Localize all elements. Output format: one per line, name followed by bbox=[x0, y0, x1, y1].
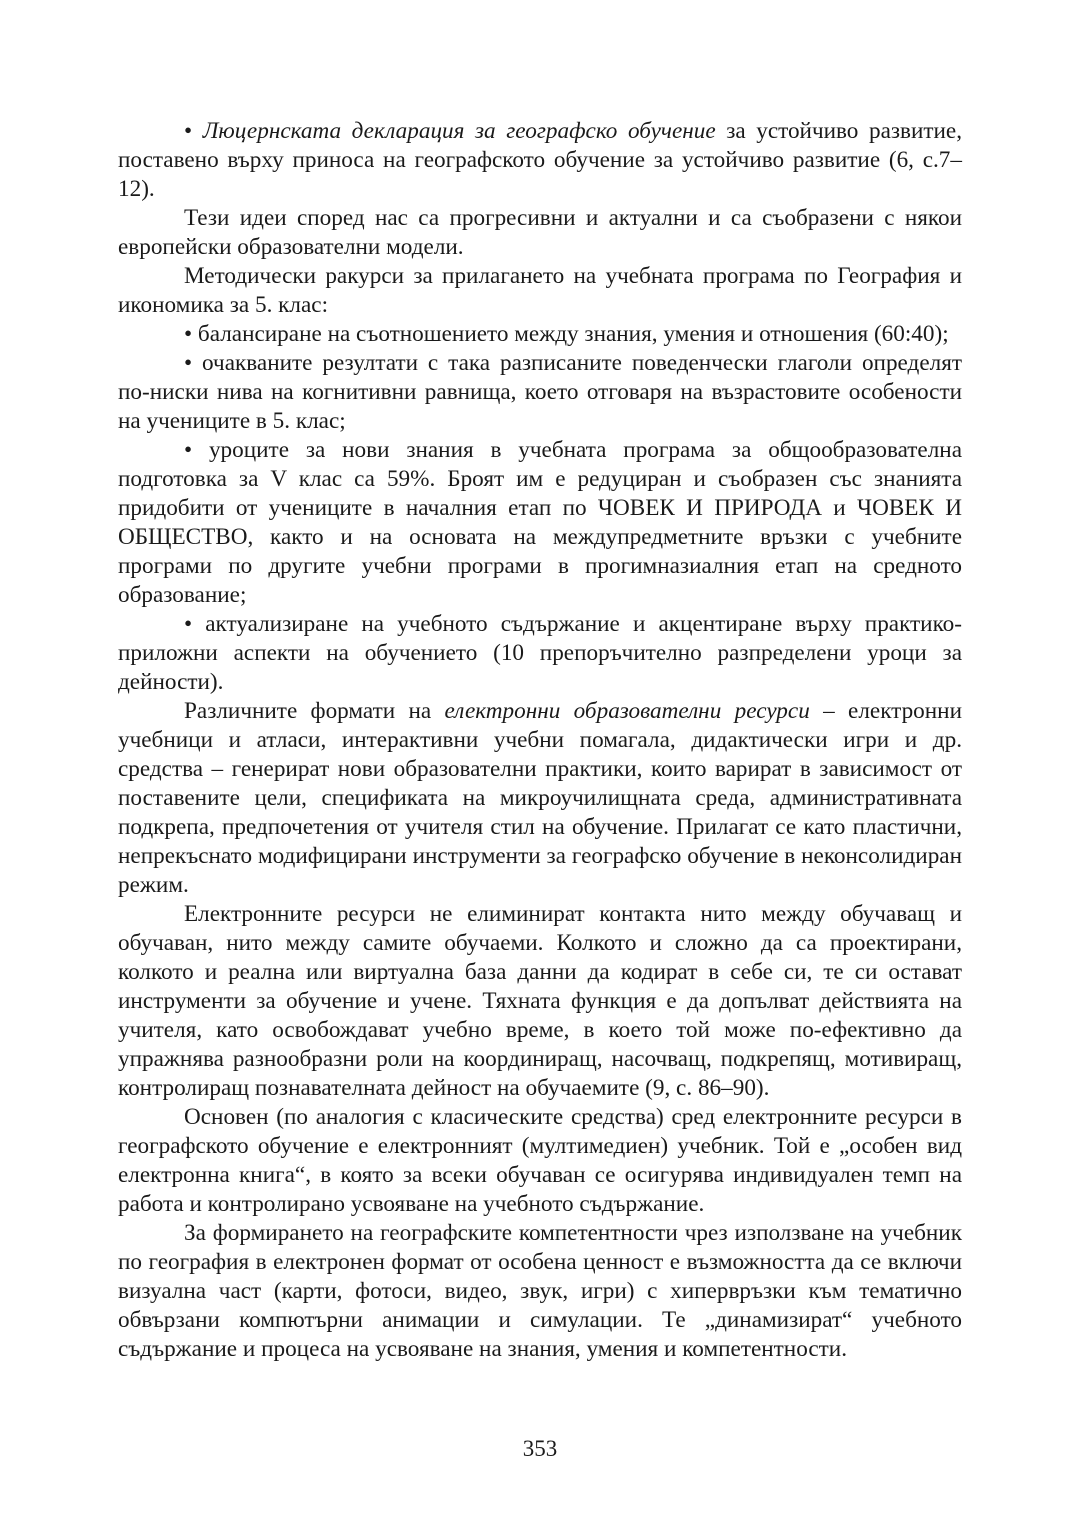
text-segment-italic: електронни образователни ресурси bbox=[444, 698, 810, 724]
text-segment: • bbox=[184, 118, 203, 144]
paragraph-balance-knowledge bbox=[118, 320, 962, 349]
text-segment: За формирането на географските компетентности чрез използване на учебник по география в електронен формат от особена ценност е възможността да се включи визуална част (карти, фотоси, видео, звук, игри) с хипервръзки към тематично обвързани компютърни анимации и симулации. Те „динамизират“ учебното съдържание и процеса на усвояване на знания, умения и компетентности. bbox=[118, 1220, 962, 1362]
paragraph-content-update bbox=[118, 610, 962, 697]
text-segment: • очакваните резултати с така разписаните поведенчески глаголи определят по-ниски нива на когнитивни равнища, което отговаря на възрастовите особености на учениците в 5. клас; bbox=[118, 350, 962, 434]
text-segment-italic: Люцернската декларация за географско обучение bbox=[202, 118, 716, 144]
text-segment: Различните формати на bbox=[184, 698, 445, 724]
text-segment: • уроците за нови знания в учебната програма за общообразователна подготовка за V клас са 59%. Броят им е редуциран и съобразен със знанията придобити от учениците в началния етап по ЧОВЕК И ПРИРОДА и ЧОВЕК И ОБЩЕСТВО, както и на основата на междупредметните връзки с учебните програми по другите учебни програми в прогимназиалния етап на средното образование; bbox=[118, 437, 962, 608]
paragraph-multimedia-textbook bbox=[118, 1103, 962, 1219]
paragraph-expected-results bbox=[118, 349, 962, 436]
text-segment: Електронните ресурси не елиминират контакта нито между обучаващ и обучаван, нито между самите обучаеми. Колкото и сложно да са проектирани, колкото и реална или виртуална база данни да кодират в себе си, те си остават инструменти за обучение и учене. Тяхната функция е да допълват действията на учителя, като освобождават учебно време, в което той може по-ефективно да упражнява разнообразни роли на координиращ, насочващ, подкрепящ, мотивиращ, контролиращ познавателната дейност на обучаемите (9, с. 86–90). bbox=[118, 901, 962, 1101]
text-segment: – електронни учебници и атласи, интерактивни учебни помагала, дидактически игри и др. средства – генерират нови образователни практики, които варират в зависимост от поставените цели, спецификата на микроучилищната среда, административната подкрепа, предпочетения от учителя стил на обучение. Прилагат се като пластични, непрекъснато модифицирани инструменти за географско обучение в неконсолидиран режим. bbox=[118, 698, 962, 898]
text-segment: • актуализиране на учебното съдържание и акцентиране върху практико-приложни аспекти на обучението (10 препоръчително разпределени уроци за дейности). bbox=[118, 611, 962, 695]
text-segment: Методически ракурси за прилагането на учебната програма по География и икономика за 5. клас: bbox=[118, 263, 962, 318]
paragraph-new-knowledge-lessons bbox=[118, 436, 962, 610]
paragraph-electronic-resources-formats bbox=[118, 697, 962, 900]
paragraph-geographic-competences bbox=[118, 1219, 962, 1364]
page-number: 353 bbox=[522, 1436, 558, 1461]
text-segment: • балансиране на съотношението между знания, умения и отношения (60:40); bbox=[184, 321, 949, 347]
text-segment: Основен (по аналогия с класическите средства) сред електронните ресурси в географското обучение е електронният (мултимедиен) учебник. Той е „особен вид електронна книга“, в която за всеки обучаван се осигурява индивидуален темп на работа и контролирано усвояване на учебното съдържание. bbox=[118, 1104, 962, 1217]
paragraph-ideas-progressive bbox=[118, 204, 962, 262]
paragraph-lucerne-declaration bbox=[118, 117, 962, 204]
document-body bbox=[118, 117, 962, 1364]
paragraph-methodical-perspectives bbox=[118, 262, 962, 320]
paragraph-electronic-resources-contact bbox=[118, 900, 962, 1103]
text-segment: за устойчиво развитие, поставено върху приноса на географското обучение за устойчиво развитие (6, с.7–12). bbox=[118, 118, 963, 202]
text-segment: Тези идеи според нас са прогресивни и актуални и са съобразени с някои европейски образователни модели. bbox=[118, 205, 962, 260]
